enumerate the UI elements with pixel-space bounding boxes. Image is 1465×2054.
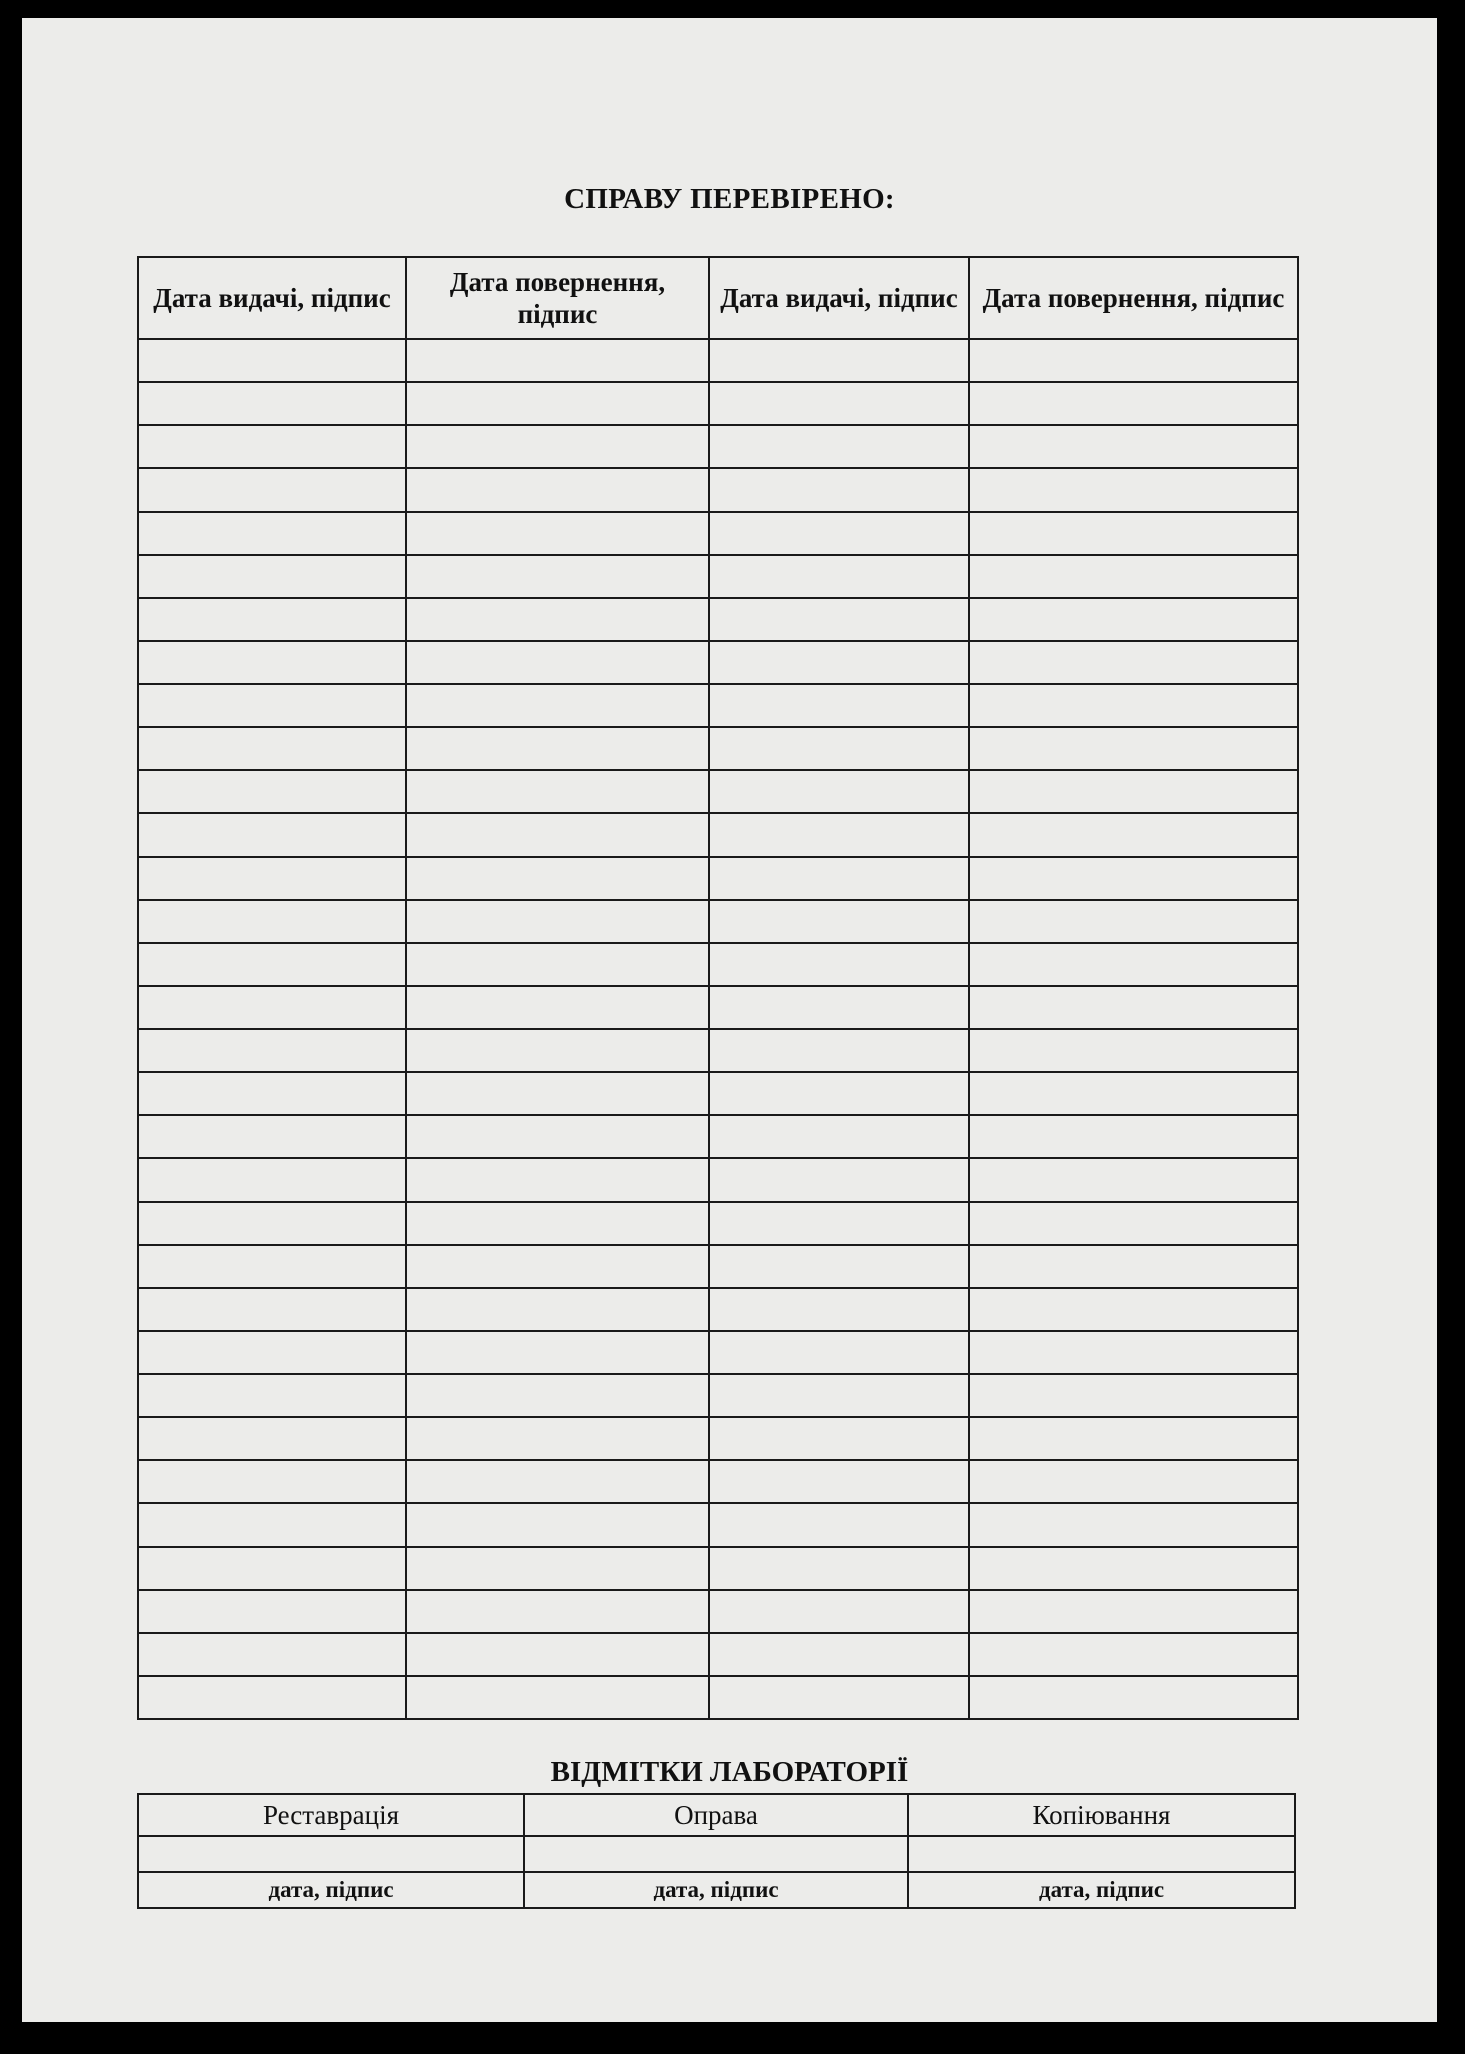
table-cell[interactable] <box>138 727 406 770</box>
lab-marks-table <box>137 1793 1296 1909</box>
check-section-title: СПРАВУ ПЕРЕВІРЕНО: <box>564 183 895 215</box>
binding-caption: дата, підпис <box>524 1872 908 1908</box>
table-row <box>138 1547 1298 1590</box>
table-row <box>138 1029 1298 1072</box>
table-cell[interactable] <box>709 1503 969 1546</box>
table-cell[interactable] <box>406 1590 709 1633</box>
table-cell[interactable] <box>969 857 1298 900</box>
table-cell[interactable] <box>709 1288 969 1331</box>
table-cell[interactable] <box>138 857 406 900</box>
table-cell[interactable] <box>406 1158 709 1201</box>
table-row <box>138 900 1298 943</box>
table-cell[interactable] <box>138 1331 406 1374</box>
check-table-header-row <box>138 257 1298 339</box>
table-row <box>138 986 1298 1029</box>
table-cell[interactable] <box>138 468 406 511</box>
check-table-body <box>138 339 1298 1719</box>
column-header-restoration: Реставрація <box>138 1794 524 1836</box>
table-cell[interactable] <box>406 1115 709 1158</box>
table-cell[interactable] <box>709 1029 969 1072</box>
table-cell[interactable] <box>709 339 969 382</box>
column-header-return-date: Дата повернення, підпис <box>969 257 1298 339</box>
lab-table-header-row <box>138 1794 1295 1836</box>
table-cell[interactable] <box>138 1460 406 1503</box>
table-cell[interactable] <box>138 1029 406 1072</box>
table-cell[interactable] <box>709 1331 969 1374</box>
table-row <box>138 468 1298 511</box>
table-cell[interactable] <box>969 770 1298 813</box>
table-cell[interactable] <box>138 1158 406 1201</box>
table-cell[interactable] <box>709 1590 969 1633</box>
table-cell[interactable] <box>969 684 1298 727</box>
table-row <box>138 1417 1298 1460</box>
column-header-binding: Оправа <box>524 1794 908 1836</box>
table-cell[interactable] <box>969 1288 1298 1331</box>
table-cell[interactable] <box>709 900 969 943</box>
table-cell[interactable] <box>406 684 709 727</box>
table-cell[interactable] <box>709 813 969 856</box>
table-cell[interactable] <box>406 468 709 511</box>
table-cell[interactable] <box>406 813 709 856</box>
table-row <box>138 1676 1298 1719</box>
table-cell[interactable] <box>709 1374 969 1417</box>
table-cell[interactable] <box>969 1547 1298 1590</box>
table-cell[interactable] <box>138 339 406 382</box>
table-cell[interactable] <box>969 943 1298 986</box>
column-header-issue-date: Дата видачі, підпис <box>138 257 406 339</box>
table-cell[interactable] <box>406 598 709 641</box>
table-cell[interactable] <box>406 1029 709 1072</box>
copying-caption: дата, підпис <box>908 1872 1295 1908</box>
table-cell[interactable] <box>138 598 406 641</box>
table-cell[interactable] <box>969 1072 1298 1115</box>
table-cell[interactable] <box>406 555 709 598</box>
table-cell[interactable] <box>406 1460 709 1503</box>
table-cell[interactable] <box>969 1460 1298 1503</box>
table-cell[interactable] <box>969 813 1298 856</box>
table-cell[interactable] <box>969 727 1298 770</box>
table-cell[interactable] <box>969 641 1298 684</box>
table-cell[interactable] <box>138 1072 406 1115</box>
table-cell[interactable] <box>406 339 709 382</box>
table-cell[interactable] <box>406 857 709 900</box>
column-header-issue-date: Дата видачі, підпис <box>709 257 969 339</box>
table-cell[interactable] <box>406 1417 709 1460</box>
table-cell[interactable] <box>138 900 406 943</box>
table-row <box>138 1633 1298 1676</box>
table-cell[interactable] <box>406 425 709 468</box>
table-cell[interactable] <box>406 1633 709 1676</box>
table-row <box>138 1460 1298 1503</box>
table-cell[interactable] <box>138 943 406 986</box>
table-row <box>138 1245 1298 1288</box>
table-row <box>138 943 1298 986</box>
table-cell[interactable] <box>138 1202 406 1245</box>
table-cell[interactable] <box>969 1245 1298 1288</box>
table-cell[interactable] <box>969 1158 1298 1201</box>
table-row <box>138 1202 1298 1245</box>
table-cell[interactable] <box>709 986 969 1029</box>
lab-section-title: ВІДМІТКИ ЛАБОРАТОРІЇ <box>550 1756 909 1788</box>
table-cell[interactable] <box>138 512 406 555</box>
table-cell[interactable] <box>406 1503 709 1546</box>
table-cell[interactable] <box>709 1460 969 1503</box>
table-cell[interactable] <box>969 468 1298 511</box>
table-cell[interactable] <box>138 770 406 813</box>
table-cell[interactable] <box>709 727 969 770</box>
table-cell[interactable] <box>406 986 709 1029</box>
table-cell[interactable] <box>406 727 709 770</box>
table-cell[interactable] <box>709 598 969 641</box>
table-cell[interactable] <box>709 1158 969 1201</box>
table-cell[interactable] <box>709 770 969 813</box>
table-cell[interactable] <box>969 1503 1298 1546</box>
table-row <box>138 727 1298 770</box>
table-cell[interactable] <box>138 1633 406 1676</box>
restoration-entry-cell[interactable] <box>138 1836 524 1872</box>
table-cell[interactable] <box>138 813 406 856</box>
table-cell[interactable] <box>969 1676 1298 1719</box>
table-row <box>138 1374 1298 1417</box>
table-row <box>138 813 1298 856</box>
table-cell[interactable] <box>969 1374 1298 1417</box>
table-cell[interactable] <box>969 1417 1298 1460</box>
table-row <box>138 598 1298 641</box>
table-cell[interactable] <box>138 1676 406 1719</box>
table-row <box>138 1503 1298 1546</box>
table-cell[interactable] <box>406 900 709 943</box>
table-cell[interactable] <box>138 425 406 468</box>
table-cell[interactable] <box>709 1115 969 1158</box>
table-cell[interactable] <box>969 1633 1298 1676</box>
table-cell[interactable] <box>138 1288 406 1331</box>
table-cell[interactable] <box>138 1115 406 1158</box>
table-cell[interactable] <box>406 1202 709 1245</box>
table-cell[interactable] <box>709 1676 969 1719</box>
table-row <box>138 641 1298 684</box>
lab-table-entry-row <box>138 1836 1295 1872</box>
table-row <box>138 1288 1298 1331</box>
table-row <box>138 770 1298 813</box>
table-cell[interactable] <box>138 382 406 425</box>
table-cell[interactable] <box>969 512 1298 555</box>
table-cell[interactable] <box>406 641 709 684</box>
table-cell[interactable] <box>709 512 969 555</box>
table-cell[interactable] <box>969 1202 1298 1245</box>
table-cell[interactable] <box>709 425 969 468</box>
table-cell[interactable] <box>709 468 969 511</box>
table-cell[interactable] <box>138 1374 406 1417</box>
document-page <box>22 18 1437 2022</box>
table-row <box>138 425 1298 468</box>
table-cell[interactable] <box>138 1503 406 1546</box>
column-header-return-date: Дата повернення, підпис <box>406 257 709 339</box>
table-row <box>138 1115 1298 1158</box>
table-row <box>138 382 1298 425</box>
table-cell[interactable] <box>138 641 406 684</box>
table-cell[interactable] <box>709 1547 969 1590</box>
table-cell[interactable] <box>406 512 709 555</box>
table-row <box>138 555 1298 598</box>
table-cell[interactable] <box>969 425 1298 468</box>
table-cell[interactable] <box>406 770 709 813</box>
table-cell[interactable] <box>138 1417 406 1460</box>
table-cell[interactable] <box>406 382 709 425</box>
table-cell[interactable] <box>969 339 1298 382</box>
lab-table-caption-row <box>138 1872 1295 1908</box>
table-cell[interactable] <box>709 684 969 727</box>
table-row <box>138 339 1298 382</box>
restoration-caption: дата, підпис <box>138 1872 524 1908</box>
table-cell[interactable] <box>969 1029 1298 1072</box>
table-cell[interactable] <box>709 857 969 900</box>
table-row <box>138 1590 1298 1633</box>
table-cell[interactable] <box>709 555 969 598</box>
table-row <box>138 1158 1298 1201</box>
table-cell[interactable] <box>709 1245 969 1288</box>
table-cell[interactable] <box>709 943 969 986</box>
table-cell[interactable] <box>406 1072 709 1115</box>
table-cell[interactable] <box>138 1547 406 1590</box>
table-cell[interactable] <box>709 1417 969 1460</box>
table-cell[interactable] <box>709 1072 969 1115</box>
table-cell[interactable] <box>969 382 1298 425</box>
table-cell[interactable] <box>969 1331 1298 1374</box>
table-cell[interactable] <box>709 1633 969 1676</box>
table-cell[interactable] <box>406 1288 709 1331</box>
table-cell[interactable] <box>406 1547 709 1590</box>
binding-entry-cell[interactable] <box>524 1836 908 1872</box>
table-cell[interactable] <box>406 1374 709 1417</box>
table-cell[interactable] <box>969 1115 1298 1158</box>
table-row <box>138 1331 1298 1374</box>
table-cell[interactable] <box>969 900 1298 943</box>
table-row <box>138 684 1298 727</box>
table-cell[interactable] <box>969 598 1298 641</box>
table-row <box>138 857 1298 900</box>
column-header-copying: Копіювання <box>908 1794 1295 1836</box>
table-cell[interactable] <box>969 1590 1298 1633</box>
table-cell[interactable] <box>709 1202 969 1245</box>
table-cell[interactable] <box>406 1245 709 1288</box>
table-row <box>138 512 1298 555</box>
table-cell[interactable] <box>406 1676 709 1719</box>
table-row <box>138 1072 1298 1115</box>
copying-entry-cell[interactable] <box>908 1836 1295 1872</box>
table-cell[interactable] <box>138 986 406 1029</box>
table-cell[interactable] <box>138 1590 406 1633</box>
table-cell[interactable] <box>969 986 1298 1029</box>
check-log-table <box>137 256 1299 1720</box>
table-cell[interactable] <box>138 555 406 598</box>
table-cell[interactable] <box>138 684 406 727</box>
table-cell[interactable] <box>709 641 969 684</box>
table-cell[interactable] <box>406 1331 709 1374</box>
table-cell[interactable] <box>969 555 1298 598</box>
table-cell[interactable] <box>406 943 709 986</box>
table-cell[interactable] <box>709 382 969 425</box>
table-cell[interactable] <box>138 1245 406 1288</box>
